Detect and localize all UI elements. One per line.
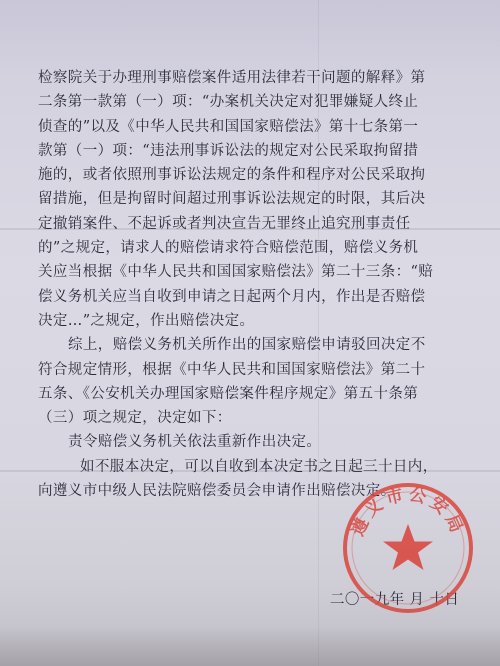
body-line: 款第（一）项：“违法刑事诉讼法的规定对公民采取拘留措 bbox=[38, 142, 419, 159]
body-line: 留措施，但是拘留时间超过刑事诉讼法规定的时限，其后决 bbox=[38, 191, 426, 208]
appeal-notice-line: 如不服本决定，可以自收到本决定书之日起三十日内， bbox=[80, 458, 438, 475]
decision-body-text bbox=[38, 66, 478, 503]
body-line: 侦查的”以及《中华人民共和国国家赔偿法》第十七条第一 bbox=[38, 118, 419, 135]
body-line: 施的，或者依照刑事诉讼法规定的条件和程序对公民采取拘 bbox=[38, 167, 426, 184]
summary-line: 综上，赔偿义务机关所作出的国家赔偿申请驳回决定不 bbox=[68, 337, 426, 354]
body-line: 定撤销案件、不起诉或者判决宣告无罪终止追究刑事责任 bbox=[38, 215, 411, 232]
body-line: 的”之规定，请求人的赔偿请求符合赔偿范围，赔偿义务机 bbox=[38, 240, 419, 257]
body-line: （三）项之规定，决定如下： bbox=[38, 410, 232, 427]
decision-line: 责令赔偿义务机关依法重新作出决定。 bbox=[68, 434, 322, 451]
page-shadow bbox=[0, 626, 500, 666]
body-line: 五条、《公安机关办理国家赔偿案件程序规定》第五十条第 bbox=[38, 385, 419, 402]
body-line: 二条第一款第（一）项：“办案机关决定对犯罪嫌疑人终止 bbox=[38, 94, 419, 111]
document-date: 二〇一九年 月 十日 bbox=[330, 592, 460, 608]
body-line: 符合规定情形，根据《中华人民共和国国家赔偿法》第二十 bbox=[38, 361, 426, 378]
body-line: 关应当根据《中华人民共和国国家赔偿法》第二十三条：“赔 bbox=[38, 264, 434, 281]
body-line: 检察院关于办理刑事赔偿案件适用法律若干问题的解释》第 bbox=[38, 70, 426, 86]
red-star-icon bbox=[383, 524, 433, 570]
official-seal bbox=[338, 478, 478, 618]
appeal-notice-line: 向遵义市中级人民法院赔偿委员会申请作出赔偿决定。 bbox=[38, 483, 396, 500]
seal-ring-text: 遵义市公安局 bbox=[348, 484, 468, 540]
body-line: 偿义务机关应当自收到申请之日起两个月内，作出是否赔偿 bbox=[38, 288, 426, 305]
body-line: 决定…”之规定，作出赔偿决定。 bbox=[38, 312, 255, 329]
